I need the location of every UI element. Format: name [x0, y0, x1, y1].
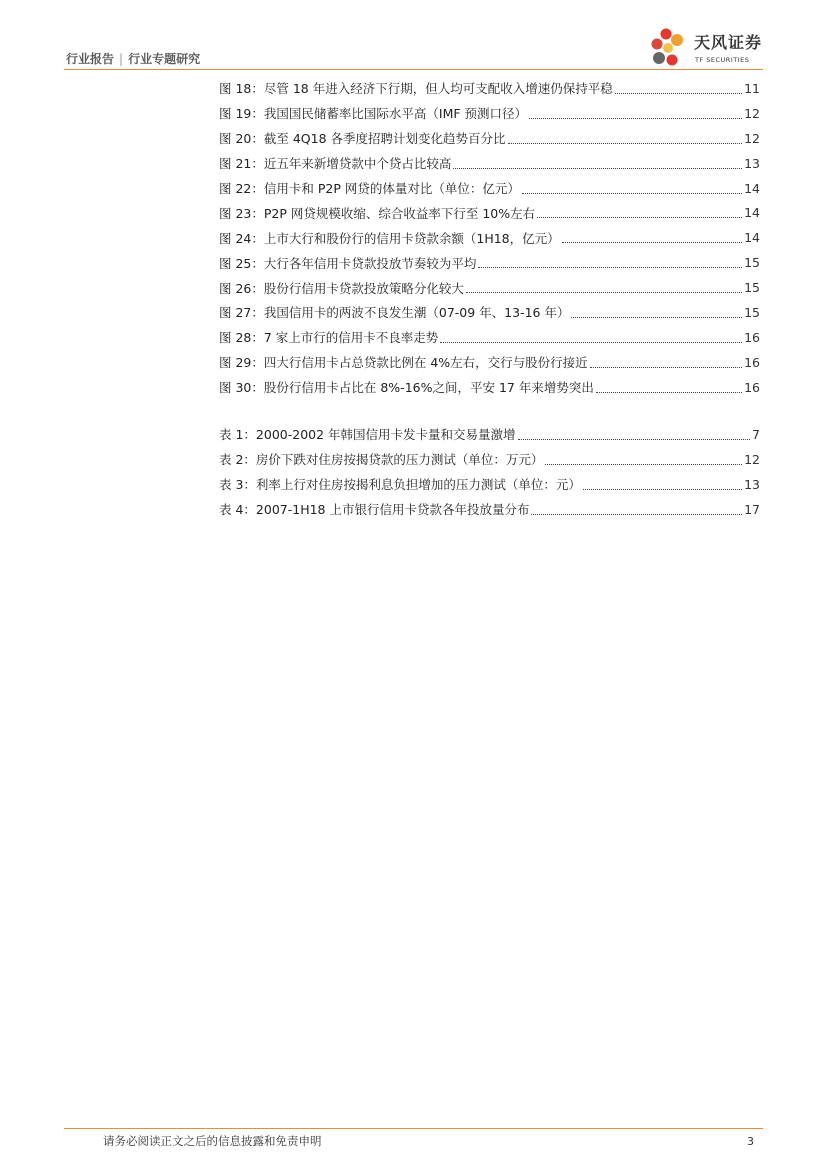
figure-list — [219, 76, 760, 400]
dot-leader — [583, 489, 742, 490]
toc-entry-page: 16 — [744, 379, 760, 395]
header-rule — [64, 69, 763, 70]
dot-leader — [545, 464, 742, 465]
disclaimer-text: 请务必阅读正文之后的信息披露和免责申明 — [103, 1134, 322, 1148]
toc-entry[interactable] — [219, 76, 760, 101]
toc-entry-label: 表 3：利率上行对住房按揭利息负担增加的压力测试（单位：元） — [219, 477, 581, 493]
toc-entry-label: 图 20：截至 4Q18 各季度招聘计划变化趋势百分比 — [219, 131, 506, 147]
toc-entry-label: 图 27：我国信用卡的两波不良发生潮（07-09 年、13-16 年） — [219, 305, 570, 321]
dot-leader — [596, 392, 742, 393]
toc-entry[interactable] — [219, 422, 760, 447]
toc-entry-page: 14 — [744, 230, 760, 246]
footer-rule — [64, 1128, 763, 1129]
toc-entry[interactable] — [219, 325, 760, 350]
toc-entry-label: 图 28：7 家上市行的信用卡不良率走势 — [219, 330, 439, 346]
toc-entry-page: 12 — [744, 105, 760, 121]
dot-leader — [529, 118, 742, 119]
toc-entry-label: 图 19：我国国民储蓄率比国际水平高（IMF 预测口径） — [219, 106, 528, 122]
toc-entry-label: 图 29：四大行信用卡占总贷款比例在 4%左右，交行与股份行接近 — [219, 355, 588, 371]
toc-entry[interactable] — [219, 275, 760, 300]
toc-entry-page: 13 — [744, 476, 760, 492]
toc-entry-page: 13 — [744, 155, 760, 171]
dot-leader — [531, 514, 742, 515]
table-list — [219, 422, 760, 522]
toc-entry[interactable] — [219, 151, 760, 176]
toc-entry-page: 15 — [744, 255, 760, 271]
toc-entry-label: 表 1：2000-2002 年韩国信用卡发卡量和交易量激增 — [219, 427, 516, 443]
toc-entry[interactable] — [219, 200, 760, 225]
dot-leader — [518, 439, 751, 440]
logo-flower-icon — [650, 26, 694, 72]
toc-entry[interactable] — [219, 126, 760, 151]
toc-entry-page: 17 — [744, 501, 760, 517]
header-separator: | — [119, 52, 124, 66]
toc-entry-page: 11 — [744, 80, 760, 96]
toc-entry[interactable] — [219, 472, 760, 497]
toc-entry-page: 12 — [744, 130, 760, 146]
logo-subtitle: TF SECURITIES — [695, 56, 750, 64]
page-number: 3 — [747, 1135, 754, 1148]
toc-entry-label: 表 2：房价下跌对住房按揭贷款的压力测试（单位：万元） — [219, 452, 544, 468]
toc-entry[interactable] — [219, 101, 760, 126]
toc-entry-page: 15 — [744, 304, 760, 320]
dot-leader — [562, 242, 742, 243]
toc-entry-label: 图 23：P2P 网贷规模收缩、综合收益率下行至 10%左右 — [219, 205, 536, 221]
report-subcategory: 行业专题研究 — [128, 52, 201, 66]
toc-entry-label: 图 18：尽管 18 年进入经济下行期，但人均可支配收入增速仍保持平稳 — [219, 81, 613, 97]
dot-leader — [522, 193, 742, 194]
report-category-header — [66, 50, 200, 67]
dot-leader — [466, 292, 742, 293]
dot-leader — [615, 93, 742, 94]
toc-entry-page: 16 — [744, 354, 760, 370]
toc-entry-label: 图 26：股份行信用卡贷款投放策略分化较大 — [219, 280, 464, 296]
dot-leader — [537, 217, 742, 218]
toc-entry[interactable] — [219, 300, 760, 325]
dot-leader — [590, 367, 742, 368]
toc-entry[interactable] — [219, 350, 760, 375]
dot-leader — [571, 317, 742, 318]
toc-entry-label: 图 22：信用卡和 P2P 网贷的体量对比（单位：亿元） — [219, 181, 520, 196]
company-logo — [650, 26, 765, 72]
report-category: 行业报告 — [66, 52, 115, 66]
toc-entry[interactable] — [219, 225, 760, 250]
toc-entry-label: 图 25：大行各年信用卡贷款投放节奏较为平均 — [219, 255, 477, 271]
toc-entry[interactable] — [219, 176, 760, 201]
toc-entry-page: 14 — [744, 205, 760, 221]
toc-entry-page: 12 — [744, 451, 760, 467]
toc-entry-page: 16 — [744, 329, 760, 345]
dot-leader — [508, 143, 743, 144]
toc-entry-label: 图 21：近五年来新增贷款中个贷占比较高 — [219, 156, 452, 172]
dot-leader — [440, 342, 742, 343]
toc-entry-page: 7 — [752, 426, 760, 442]
toc-entry[interactable] — [219, 447, 760, 472]
toc-entry[interactable] — [219, 497, 760, 522]
toc-entry[interactable] — [219, 375, 760, 400]
logo-name: 天风证券 — [694, 33, 763, 52]
toc-entry-label: 图 30：股份行信用卡占比在 8%-16%之间，平安 17 年来增势突出 — [219, 380, 594, 396]
toc-entry-page: 14 — [744, 180, 760, 196]
dot-leader — [478, 267, 742, 268]
toc-entry[interactable] — [219, 250, 760, 275]
toc-entry-label: 表 4：2007-1H18 上市银行信用卡贷款各年投放量分布 — [219, 502, 530, 518]
toc-entry-page: 15 — [744, 280, 760, 296]
dot-leader — [453, 168, 742, 169]
toc-entry-label: 图 24：上市大行和股份行的信用卡贷款余额（1H18，亿元） — [219, 230, 560, 246]
